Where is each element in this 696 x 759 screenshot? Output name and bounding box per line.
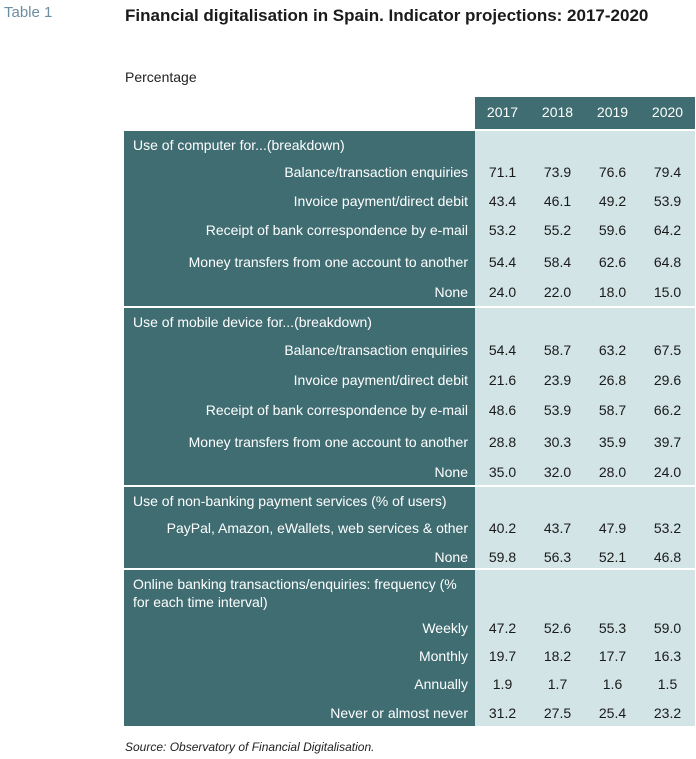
section-online-frequency xyxy=(124,568,695,726)
value-cell: 58.7 xyxy=(598,401,627,418)
section-title: Use of computer for...(breakdown) xyxy=(133,137,345,153)
year-header: 2020 xyxy=(651,104,684,120)
value-cell: 53.9 xyxy=(653,193,682,209)
row-label: None xyxy=(434,548,468,565)
row-label: Annually xyxy=(414,676,468,692)
value-cell: 47.9 xyxy=(598,520,627,536)
table-row xyxy=(124,365,695,394)
row-label: Invoice payment/direct debit xyxy=(293,193,468,209)
table-row xyxy=(124,425,695,458)
value-cell: 58.4 xyxy=(543,253,572,270)
value-cell: 43.7 xyxy=(543,520,572,536)
value-cell: 17.7 xyxy=(598,648,627,664)
value-cell: 35.9 xyxy=(598,433,627,450)
section-title: Online banking transactions/enquiries: frequency (% for each time interval) xyxy=(133,576,457,610)
value-cell: 54.4 xyxy=(488,341,517,358)
value-cell: 64.8 xyxy=(653,253,682,270)
value-cell: 24.0 xyxy=(488,284,517,300)
value-cell: 32.0 xyxy=(543,464,572,480)
value-cell: 24.0 xyxy=(653,464,682,480)
row-label: Never or almost never xyxy=(330,704,468,721)
table-row xyxy=(124,394,695,425)
value-cell: 30.3 xyxy=(543,433,572,450)
row-label: Receipt of bank correspondence by e-mail xyxy=(205,222,468,238)
value-cell: 1.9 xyxy=(492,676,513,692)
row-label: Receipt of bank correspondence by e-mail xyxy=(205,401,468,418)
value-cell: 59.0 xyxy=(653,620,682,636)
value-cell: 67.5 xyxy=(653,341,682,358)
row-label: PayPal, Amazon, eWallets, web services & other xyxy=(166,520,468,536)
value-cell: 56.3 xyxy=(543,548,572,565)
value-cell: 1.6 xyxy=(602,676,623,692)
value-cell: 46.8 xyxy=(653,548,682,565)
table-number-label: Table 1 xyxy=(4,4,53,21)
table-row xyxy=(124,543,695,570)
value-cell: 73.9 xyxy=(543,164,572,180)
value-cell: 62.6 xyxy=(598,253,627,270)
table-row xyxy=(124,334,695,365)
value-cell: 53.2 xyxy=(653,520,682,536)
section-mobile xyxy=(124,306,695,485)
value-cell: 21.6 xyxy=(488,371,517,388)
table-row xyxy=(124,513,695,543)
value-cell: 27.5 xyxy=(543,704,572,721)
table-row xyxy=(124,157,695,187)
table-row xyxy=(124,187,695,215)
value-cell: 52.1 xyxy=(598,548,627,565)
row-label: None xyxy=(434,464,468,480)
value-cell: 52.6 xyxy=(543,620,572,636)
value-cell: 54.4 xyxy=(488,253,517,270)
value-cell: 16.3 xyxy=(653,648,682,664)
value-cell: 28.8 xyxy=(488,433,517,450)
value-cell: 15.0 xyxy=(653,284,682,300)
value-cell: 63.2 xyxy=(598,341,627,358)
year-header: 2017 xyxy=(486,104,519,120)
table-row xyxy=(124,614,695,642)
value-cell: 35.0 xyxy=(488,464,517,480)
year-header: 2018 xyxy=(541,104,574,120)
row-label: Balance/transaction enquiries xyxy=(284,164,468,180)
year-header: 2019 xyxy=(596,104,629,120)
value-cell: 59.6 xyxy=(598,222,627,238)
section-non-banking xyxy=(124,485,695,568)
value-cell: 18.0 xyxy=(598,284,627,300)
table-row xyxy=(124,458,695,486)
value-cell: 28.0 xyxy=(598,464,627,480)
value-cell: 79.4 xyxy=(653,164,682,180)
value-cell: 23.9 xyxy=(543,371,572,388)
value-cell: 19.7 xyxy=(488,648,517,664)
table-header xyxy=(124,97,695,129)
value-cell: 22.0 xyxy=(543,284,572,300)
value-cell: 71.1 xyxy=(488,164,517,180)
table-subtitle: Percentage xyxy=(125,69,197,85)
table-row xyxy=(124,698,695,727)
value-cell: 49.2 xyxy=(598,193,627,209)
section-title: Use of non-banking payment services (% of users) xyxy=(133,493,447,509)
value-cell: 46.1 xyxy=(543,193,572,209)
row-label: Invoice payment/direct debit xyxy=(293,371,468,388)
value-cell: 1.5 xyxy=(657,676,678,692)
value-cell: 55.3 xyxy=(598,620,627,636)
value-cell: 59.8 xyxy=(488,548,517,565)
value-cell: 66.2 xyxy=(653,401,682,418)
row-label: Money transfers from one account to another xyxy=(188,433,468,450)
value-cell: 31.2 xyxy=(488,704,517,721)
value-cell: 25.4 xyxy=(598,704,627,721)
header-year-cells xyxy=(475,97,695,129)
value-cell: 1.7 xyxy=(547,676,568,692)
row-label: Monthly xyxy=(418,648,468,664)
table-row xyxy=(124,245,695,278)
value-cell: 76.6 xyxy=(598,164,627,180)
value-cell: 39.7 xyxy=(653,433,682,450)
table-row xyxy=(124,642,695,670)
row-label: Money transfers from one account to another xyxy=(188,253,468,270)
header-label-cell xyxy=(124,97,475,129)
value-cell: 53.2 xyxy=(488,222,517,238)
table-row xyxy=(124,278,695,306)
value-cell: 48.6 xyxy=(488,401,517,418)
value-cell: 58.7 xyxy=(543,341,572,358)
value-cell: 55.2 xyxy=(543,222,572,238)
data-table xyxy=(124,97,695,726)
section-title: Use of mobile device for...(breakdown) xyxy=(133,314,372,330)
row-label: Balance/transaction enquiries xyxy=(284,341,468,358)
value-cell: 26.8 xyxy=(598,371,627,388)
value-cell: 23.2 xyxy=(653,704,682,721)
row-label: Weekly xyxy=(422,620,468,636)
value-cell: 64.2 xyxy=(653,222,682,238)
value-cell: 29.6 xyxy=(653,371,682,388)
table-title: Financial digitalisation in Spain. Indicator projections: 2017-2020 xyxy=(125,6,649,25)
value-cell: 18.2 xyxy=(543,648,572,664)
table-row xyxy=(124,670,695,698)
table-row xyxy=(124,215,695,245)
value-cell: 47.2 xyxy=(488,620,517,636)
table-source-note: Source: Observatory of Financial Digitalisation. xyxy=(125,740,375,754)
value-cell: 53.9 xyxy=(543,401,572,418)
section-computer xyxy=(124,129,695,306)
value-cell: 40.2 xyxy=(488,520,517,536)
row-label: None xyxy=(434,284,468,300)
value-cell: 43.4 xyxy=(488,193,517,209)
